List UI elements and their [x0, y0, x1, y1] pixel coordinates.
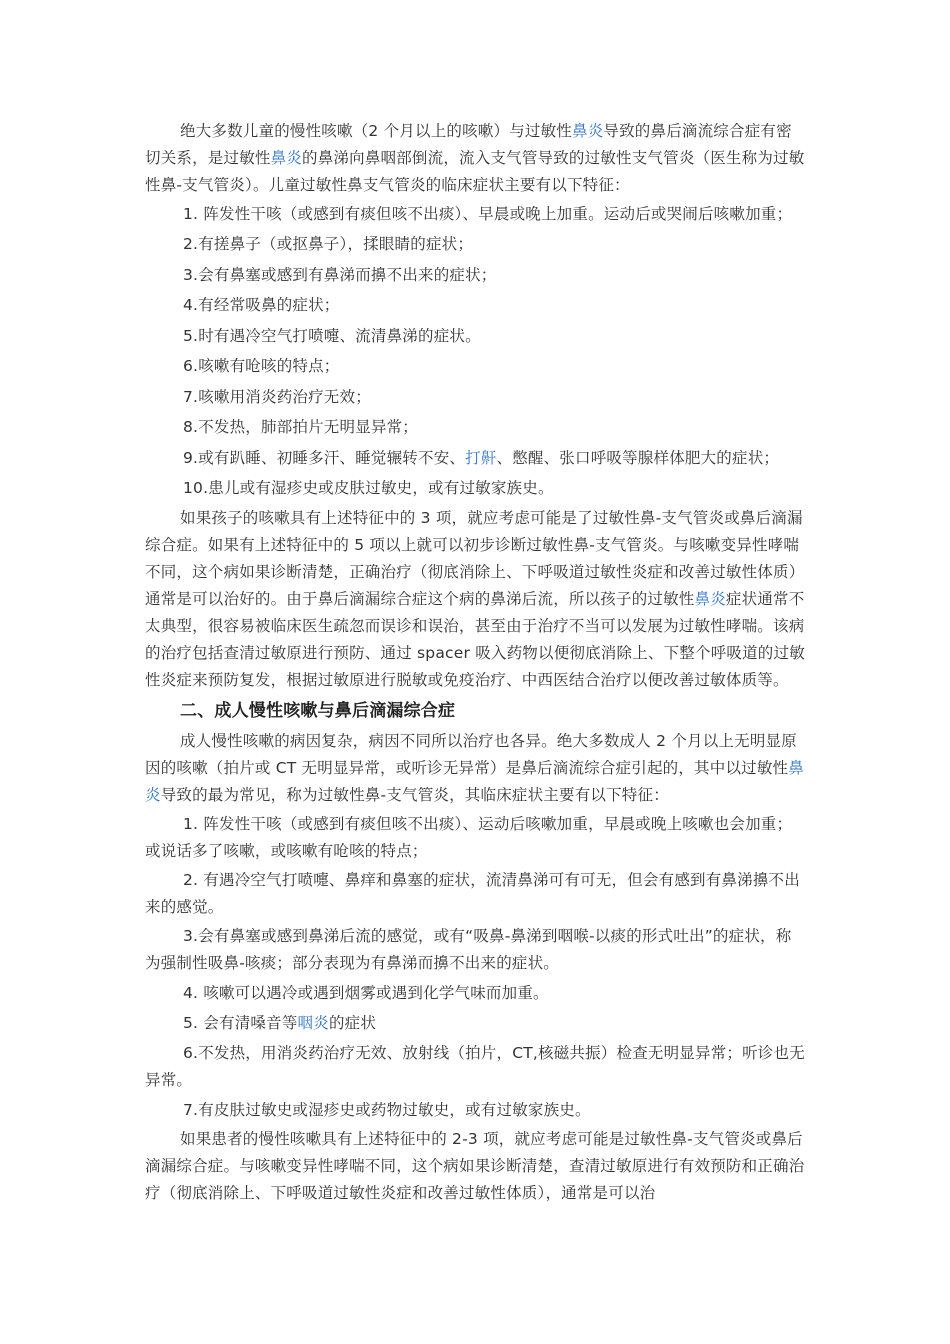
text-run: 5. 会有清嗓音等	[183, 1014, 298, 1032]
text-run: 绝大多数儿童的慢性咳嗽（2 个月以上的咳嗽）与过敏性	[180, 122, 572, 140]
keyword-link-rhinitis[interactable]: 鼻炎	[572, 122, 604, 140]
section2-intro	[145, 728, 805, 809]
text-run: 、憋醒、张口呼吸等腺样体肥大的症状；	[496, 448, 780, 467]
text-run: 成人慢性咳嗽的病因复杂，病因不同所以治疗也各异。绝大多数成人 2 个月以上无明显原因的咳嗽（拍片或 CT 无明显异常，或听诊无异常）是鼻后滴流综合症引起的，其中以过敏性	[145, 731, 797, 777]
symptom-item-8: 8.不发热，肺部拍片无明显异常；	[183, 418, 418, 436]
document-body	[145, 118, 805, 1209]
keyword-link-pharyngitis[interactable]: 咽炎	[297, 1014, 329, 1032]
adult-symptom-item-7: 7.有皮肤过敏史或湿疹史或药物过敏史，或有过敏家族史。	[183, 1100, 591, 1119]
keyword-link-rhinitis[interactable]: 鼻炎	[694, 589, 726, 608]
symptom-item-9	[145, 444, 805, 473]
symptom-item-4: 4.有经常吸鼻的症状；	[183, 296, 340, 314]
section1-intro	[145, 118, 805, 199]
symptom-item-7: 7.咳嗽用消炎药治疗无效；	[183, 387, 371, 406]
adult-symptom-item-2: 2. 有遇冷空气打喷嚏、鼻痒和鼻塞的症状，流清鼻涕可有可无，但会有感到有鼻涕擤不出来的感觉。	[145, 870, 800, 916]
text-run: 如果孩子的咳嗽具有上述特征中的 3 项，就应考虑可能是了过敏性鼻-支气管炎或鼻后滴漏综合症。如果有上述特征中的 5 项以上就可以初步诊断过敏性鼻-支气管炎。与咳嗽变异性哮喘不同，这个病如果诊断清楚，正确治疗（彻底消除上、下呼吸道过敏性炎症和改善过敏性体质）通常是可以治好的。由于鼻后滴漏综合症这个病的鼻涕后流，所以孩子的过敏性	[145, 508, 805, 608]
symptom-item-5: 5.时有遇冷空气打喷嚏、流清鼻涕的症状。	[183, 326, 481, 345]
keyword-link-snoring[interactable]: 打鼾	[465, 448, 497, 467]
section2-conclusion: 如果患者的慢性咳嗽具有上述特征中的 2-3 项，就应考虑可能是过敏性鼻-支气管炎或鼻后滴漏综合症。与咳嗽变异性哮喘不同，这个病如果诊断清楚，查清过敏原进行有效预防和正确治疗（彻底消除上、下呼吸道过敏性炎症和改善过敏性体质），通常是可以治	[145, 1130, 805, 1202]
symptom-item-10: 10.患儿或有湿疹史或皮肤过敏史，或有过敏家族史。	[183, 479, 554, 497]
adult-symptom-item-5	[145, 1009, 805, 1038]
text-run: 9.或有趴睡、初睡多汗、睡觉辗转不安、	[183, 448, 466, 467]
adult-symptom-item-4: 4. 咳嗽可以遇冷或遇到烟雾或遇到化学气味而加重。	[183, 983, 549, 1002]
text-run: 的症状	[328, 1014, 377, 1032]
text-run: 导致的鼻后滴流综合症有密切关系，是过敏性	[145, 122, 792, 167]
symptom-item-1: 1. 阵发性干咳（或感到有痰但咳不出痰）、早晨或晚上加重。运动后或哭闹后咳嗽加重；	[183, 205, 793, 223]
adult-symptom-item-1: 1. 阵发性干咳（或感到有痰但咳不出痰）、运动后咳嗽加重，早晨或晚上咳嗽也会加重；或说话多了咳嗽，或咳嗽有呛咳的特点；	[145, 814, 793, 860]
text-run: 导致的最为常见，称为过敏性鼻-支气管炎，其临床症状主要有以下特征：	[160, 785, 669, 804]
section2-heading: 二、成人慢性咳嗽与鼻后滴漏综合症	[180, 700, 456, 721]
keyword-link-rhinitis[interactable]: 鼻炎	[145, 758, 804, 804]
symptom-item-6: 6.咳嗽有呛咳的特点；	[183, 357, 340, 375]
adult-symptom-item-3: 3.会有鼻塞或感到鼻涕后流的感觉，或有“吸鼻-鼻涕到咽喉-以痰的形式吐出”的症状，称为强制性吸鼻-咳痰；部分表现为有鼻涕而擤不出来的症状。	[145, 926, 792, 972]
text-run: 症状通常不太典型，很容易被临床医生疏忽而误诊和误治，甚至由于治疗不当可以发展为过敏性哮喘。该病的治疗包括查清过敏原进行预防、通过 spacer 吸入药物以便彻底消除上、下整个呼吸道的过敏性炎症来预防复发，根据过敏原进行脱敏或免疫治疗、中西医结合治疗以便改善过敏体质等。	[145, 589, 805, 689]
adult-symptom-item-6: 6.不发热，用消炎药治疗无效、放射线（拍片，CT,核磁共振）检查无明显异常；听诊也无异常。	[145, 1043, 805, 1089]
symptom-item-3: 3.会有鼻塞或感到有鼻涕而擤不出来的症状；	[183, 265, 497, 284]
text-run: 的鼻涕向鼻咽部倒流，流入支气管导致的过敏性支气管炎（医生称为过敏性鼻-支气管炎）。儿童过敏性鼻支气管炎的临床症状主要有以下特征：	[145, 149, 805, 194]
section1-conclusion	[145, 505, 805, 694]
symptom-item-2: 2.有搓鼻子（或抠鼻子），揉眼睛的症状；	[183, 235, 474, 253]
keyword-link-rhinitis[interactable]: 鼻炎	[270, 149, 303, 167]
